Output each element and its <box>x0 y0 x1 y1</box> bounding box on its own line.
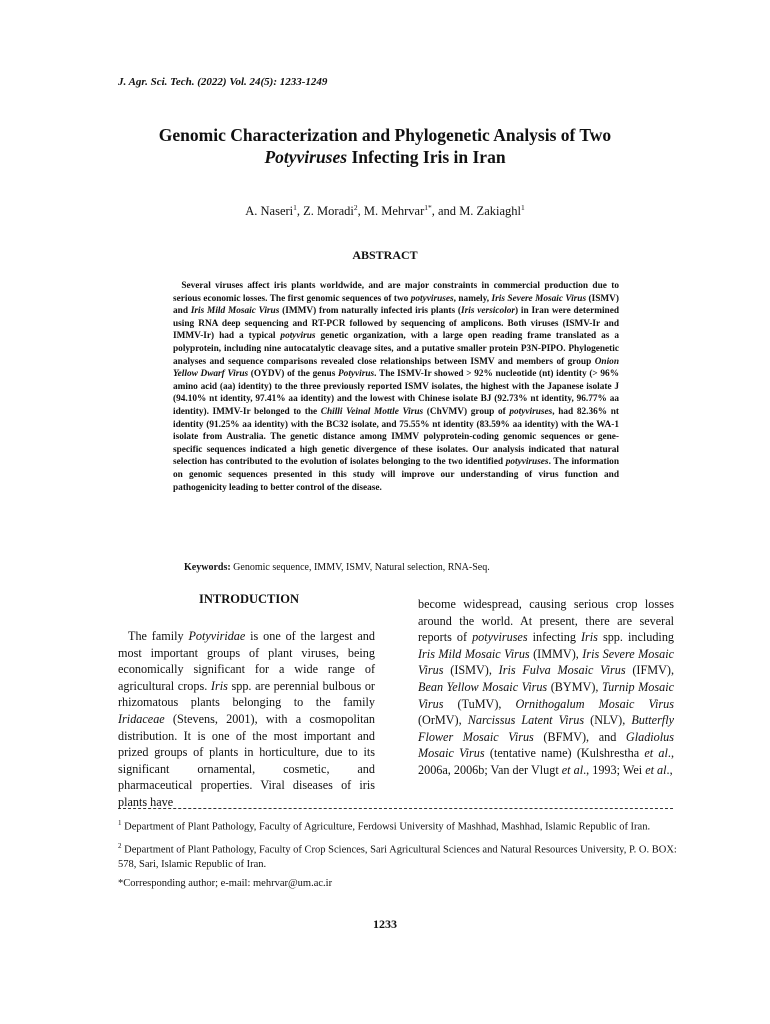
author-affiliation-mark: 1 <box>293 203 297 212</box>
abstract-text: (OYDV) of the genus <box>248 369 338 380</box>
abstract-italic: potyvirus <box>280 331 316 342</box>
intro-text: (Stevens, 2001), with a cosmopolitan distribution. It is one of the most important and prized groups of plants in horticulture, due to its significant ornamental, cosmetic, and pharmaceutical properties. Viral diseases of iris plants have <box>118 711 375 809</box>
title-line-2-rest: Infecting Iris in Iran <box>347 147 506 167</box>
abstract-italic: potyviruses <box>505 457 549 468</box>
abstract-text: ) in Iran were determined using RNA deep sequencing and RT-PCR followed by sequencing of amplicons. Both viruses (ISMV-Ir and IMMV-Ir) had a typical <box>173 306 619 342</box>
keywords-text: Genomic sequence, IMMV, ISMV, Natural selection, RNA-Seq. <box>230 562 490 573</box>
abstract-text: genetic organization, with a large open reading frame translated as a polyprotein, including nine autocatalytic cleavage sites, and a putative smaller protein P3N-PIPO. Phylogenetic analyses and sequence comparisons revealed close relationships between ISMV and members of group <box>173 331 619 367</box>
footnote-text: Department of Plant Pathology, Faculty of Agriculture, Ferdowsi University of Mashhad, Mashhad, Islamic Republic of Iran. <box>121 821 651 833</box>
author-separator: , <box>357 204 364 219</box>
abstract-text: . The ISMV-Ir showed > 92% nucleotide (nt) identity (> 96% amino acid (aa) identity) to the three previously reported ISMV isolates, the highest with the Japanese isolate J (94.10% nt identity, 97.41% aa identity) and the lowest with Chinese isolate BJ (92.73% nt identity, 96.77% aa identity). IMMV-Ir belonged to the <box>173 369 619 417</box>
intro-text: (NLV), <box>584 713 632 728</box>
footnote-corresponding-author: *Corresponding author; e-mail: mehrvar@um.ac.ir <box>118 878 333 889</box>
abstract-heading: ABSTRACT <box>352 248 418 262</box>
intro-italic: Narcissus Latent Virus <box>467 713 585 728</box>
intro-text: (IFMV), <box>625 663 674 678</box>
footnote-mark: 1 <box>118 819 122 827</box>
author-name: M. Mehrvar <box>363 204 425 219</box>
intro-text: ., 1993; Wei <box>583 762 646 777</box>
abstract-paragraph <box>173 280 619 494</box>
abstract-text: , had 82.36% nt identity (91.25% aa identity) with the BC32 isolate, and 75.55% nt identity (83.59% aa identity) with the WA-1 isolate from Australia. The genetic distance among IMMV polyprotein-coding genomic sequences or gene-specific sequences indicated a high genetic divergence of these isolates. Our analysis indicated that natural selection has contributed to the evolution of isolates belonging to the two identified <box>173 406 619 468</box>
abstract-text: Several viruses affect iris plants worldwide, and are major constraints in commercial production due to serious economic losses. The first genomic sequences of two <box>173 281 619 304</box>
abstract-italic: potyviruses <box>410 293 454 304</box>
intro-italic: Iris Fulva Mosaic Virus <box>498 663 626 678</box>
journal-citation: J. Agr. Sci. Tech. (2022) Vol. 24(5): 1233-1249 <box>118 76 328 88</box>
intro-italic: Iris Severe Mosaic Virus <box>418 646 674 678</box>
intro-italic: et al <box>645 762 667 777</box>
author-separator: , and <box>431 204 460 219</box>
intro-text: ., <box>666 762 673 777</box>
intro-text: (TuMV), <box>443 696 516 711</box>
intro-italic: et al <box>644 746 668 761</box>
introduction-left-column <box>118 628 375 811</box>
paper-title <box>80 124 690 168</box>
author-separator: , <box>296 204 304 219</box>
introduction-heading: INTRODUCTION <box>198 592 299 606</box>
keywords-line <box>184 562 490 573</box>
footnote-affiliation-1 <box>118 816 678 835</box>
intro-paragraph <box>118 628 375 811</box>
intro-italic: Butterfly Flower Mosaic Virus <box>418 713 674 744</box>
author-affiliation-mark: 2 <box>353 203 358 212</box>
intro-italic: Ornithogalum Mosaic Virus <box>515 696 674 711</box>
abstract-italic: Iris Severe Mosaic Virus <box>491 293 587 304</box>
introduction-right-column <box>418 596 674 779</box>
author-list <box>0 203 770 219</box>
intro-text: (OrMV), <box>418 713 468 728</box>
abstract-text: (ISMV) and <box>173 293 619 317</box>
title-line-2 <box>80 146 690 168</box>
title-line-1: Genomic Characterization and Phylogenetic Analysis of Two <box>158 125 612 145</box>
intro-text: infecting <box>527 630 581 645</box>
footnotes <box>118 816 678 895</box>
keywords-label: Keywords: <box>184 562 231 573</box>
intro-italic: potyviruses <box>472 630 528 645</box>
abstract-italic: Chilli Veinal Mottle Virus <box>320 406 424 417</box>
intro-text: is one of the largest and most important groups of plant viruses, being economically significant for a wide range of agricultural crops. <box>118 629 375 693</box>
intro-italic: Iris <box>210 678 228 693</box>
abstract-italic: Onion Yellow Dwarf Virus <box>173 356 619 380</box>
page-number: 1233 <box>373 917 397 931</box>
intro-text: become widespread, causing serious crop losses around the world. At present, there are several reports of <box>418 597 674 645</box>
abstract-italic: Potyvirus <box>338 369 375 380</box>
abstract-text: (IMMV) from naturally infected iris plants ( <box>279 306 462 317</box>
intro-italic: Iris Mild Mosaic Virus <box>418 646 530 661</box>
footnote-text: Department of Plant Pathology, Faculty of Crop Sciences, Sari Agricultural Sciences and Natural Resources University, P. O. BOX: 578, Sari, Islamic Republic of Iran. <box>118 844 677 870</box>
intro-text: (IMMV), <box>529 646 583 661</box>
abstract-italic: Iris Mild Mosaic Virus <box>190 306 280 317</box>
intro-italic: Bean Yellow Mosaic Virus <box>418 679 548 694</box>
abstract-text: (ChVMV) group of <box>423 406 510 417</box>
intro-italic: Turnip Mosaic Virus <box>418 679 674 711</box>
title-italic-word: Potyviruses <box>264 147 348 167</box>
intro-text: spp. including <box>597 630 675 645</box>
intro-italic: Potyviridae <box>188 629 246 643</box>
intro-text: (BYMV), <box>547 679 603 694</box>
author-name: Z. Moradi <box>303 204 354 219</box>
abstract-body <box>173 280 619 494</box>
intro-text: The family <box>128 629 189 643</box>
intro-italic: Iris <box>580 630 598 645</box>
intro-text: (ISMV), <box>443 663 499 678</box>
intro-text: spp. are perennial bulbous or rhizomatous plants belonging to the family <box>118 678 375 710</box>
intro-text: (BFMV), and <box>533 729 626 744</box>
intro-italic: Gladiolus Mosaic Virus <box>418 729 674 761</box>
author-name: A. Naseri <box>245 204 294 219</box>
footnote-affiliation-2 <box>118 839 678 873</box>
intro-text: (tentative name) (Kulshrestha <box>484 746 645 761</box>
intro-paragraph-continued <box>418 596 674 779</box>
abstract-italic: Iris versicolor <box>461 306 515 317</box>
abstract-text: . The information on genomic sequences presented in this study will improve our understanding of virus function and pathogenicity leading to better control of the disease. <box>173 457 619 493</box>
footnote-mark: 2 <box>118 841 122 850</box>
abstract-italic: potyviruses <box>509 406 553 417</box>
intro-text: ., 2006a, 2006b; Van der Vlugt <box>418 746 675 777</box>
author-affiliation-mark: 1* <box>424 203 432 212</box>
author-affiliation-mark: 1 <box>520 203 525 212</box>
intro-italic: et al <box>561 762 584 777</box>
abstract-text: , namely, <box>453 293 492 304</box>
author-name: M. Zakiaghl <box>459 204 521 219</box>
intro-italic: Iridaceae <box>118 711 165 726</box>
footnote-divider <box>118 808 673 809</box>
